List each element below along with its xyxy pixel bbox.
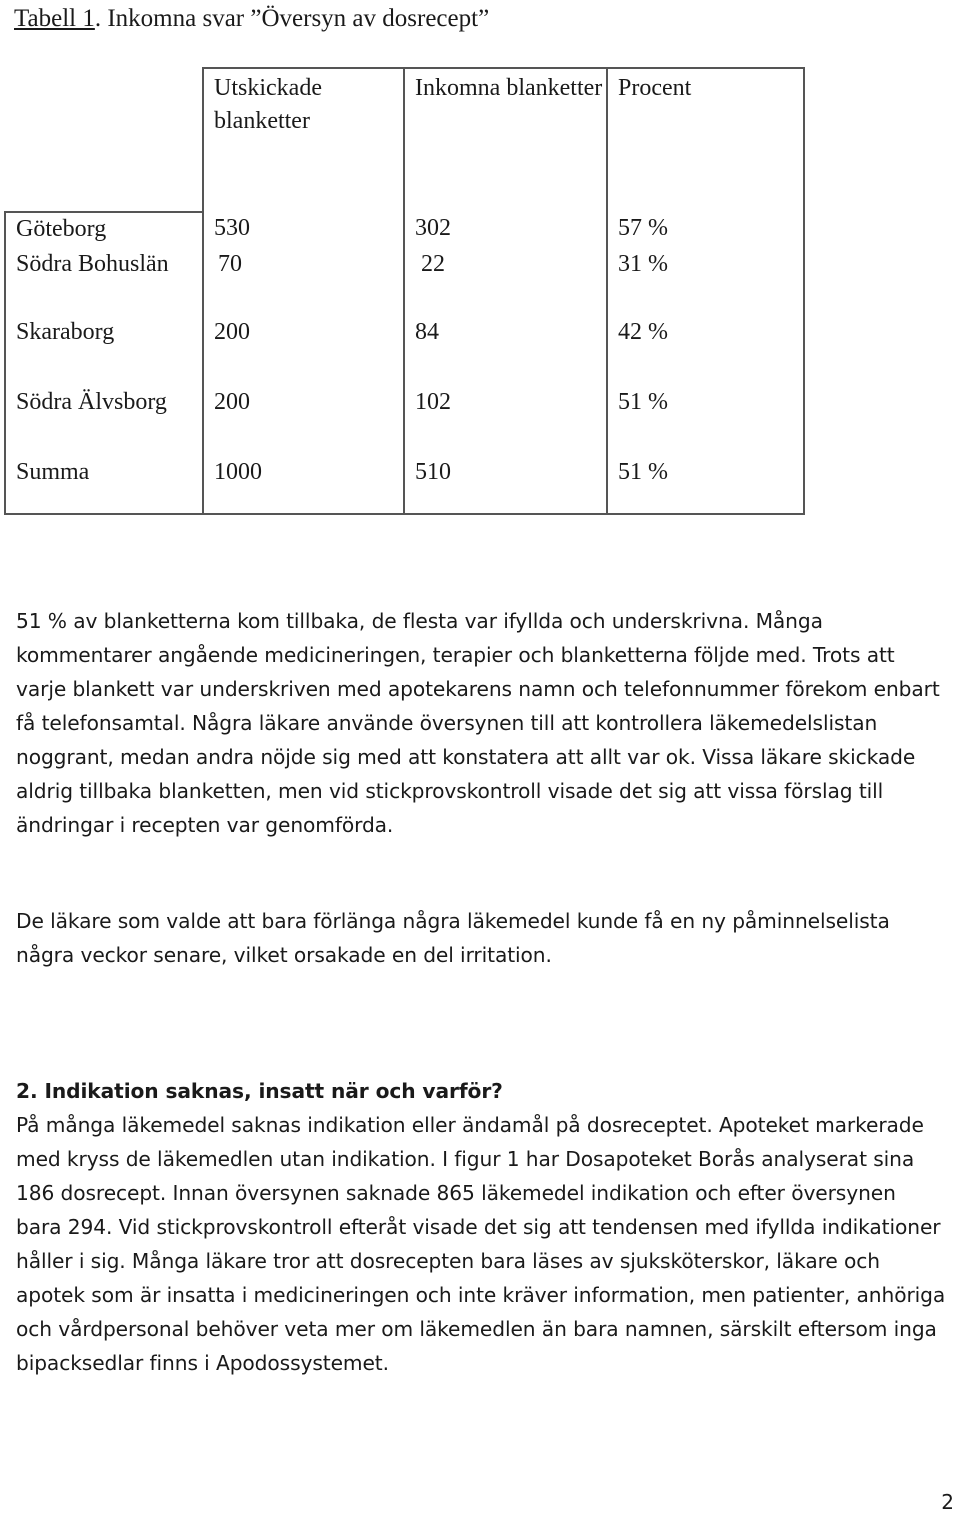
table-header-row <box>5 68 804 212</box>
header-cell-received: Inkomna blanketter <box>404 68 607 212</box>
paragraph-reminder: De läkare som valde att bara förlänga några läkemedel kunde få en ny påminnelselista några veckor senare, vilket orsakade en del irritation. <box>16 909 890 967</box>
cell-region: Summa <box>5 456 203 514</box>
table-caption-text: . Inkomna svar ”Översyn av dosrecept” <box>94 5 490 32</box>
cell-percent: 31 % <box>607 246 804 316</box>
table-caption-label[interactable]: Tabell 1 <box>14 5 95 32</box>
section-heading: 2. Indikation saknas, insatt när och varför? <box>16 1079 503 1103</box>
cell-percent: 57 % <box>607 212 804 246</box>
table-row <box>5 246 804 316</box>
section-body: På många läkemedel saknas indikation eller ändamål på dosreceptet. Apoteket markerade med kryss de läkemedlen utan indikation. I figur 1 har Dosapoteket Borås analyserat sina 186 dosrecept. Innan översynen saknade 865 läkemedel indikation och efter översynen bara 294. Vid stickprovskontroll efteråt visade det sig att tendensen med ifyllda indikationer håller i sig. Många läkare tror att dosrecepten bara läses av sjuksköterskor, läkare och apotek som är insatta i medicineringen och inte kräver information, men patienter, anhöriga och vårdpersonal behöver veta mer om läkemedlen än bara namnen, särskilt eftersom inga bipacksedlar finns i Apodossystemet. <box>16 1113 946 1375</box>
table-row <box>5 386 804 456</box>
table-row <box>5 212 804 246</box>
cell-sent: 530 <box>203 212 404 246</box>
cell-received: 302 <box>404 212 607 246</box>
cell-region: Göteborg <box>5 212 203 246</box>
cell-sent: 1000 <box>203 456 404 514</box>
paragraph-results: 51 % av blanketterna kom tillbaka, de flesta var ifyllda och underskrivna. Många kommentarer angående medicineringen, terapier och blanketterna följde med. Trots att varje blankett var underskriven med apotekarens namn och telefonnummer förekom enbart få telefonsamtal. Några läkare använde översynen till att kontrollera läkemedelslistan noggrant, medan andra nöjde sig med att konstatera att allt var ok. Vissa läkare skickade aldrig tillbaka blanketten, men vid stickprovskontroll visade det sig att vissa förslag till ändringar i recepten var genomförda. <box>16 609 940 837</box>
header-cell-percent: Procent <box>607 68 804 212</box>
cell-sent: 70 <box>203 246 404 316</box>
table-row <box>5 456 804 514</box>
header-cell-sent: Utskickade blanketter <box>203 68 404 212</box>
cell-received: 510 <box>404 456 607 514</box>
cell-sent: 200 <box>203 386 404 456</box>
cell-received: 22 <box>404 246 607 316</box>
page-number: 2 <box>941 1490 954 1514</box>
cell-received: 84 <box>404 316 607 386</box>
cell-percent: 51 % <box>607 456 804 514</box>
cell-region: Södra Bohuslän <box>5 246 203 316</box>
cell-percent: 51 % <box>607 386 804 456</box>
cell-sent: 200 <box>203 316 404 386</box>
table-caption <box>14 2 489 36</box>
cell-received: 102 <box>404 386 607 456</box>
cell-region: Södra Älvsborg <box>5 386 203 456</box>
cell-percent: 42 % <box>607 316 804 386</box>
response-table <box>4 67 805 515</box>
header-cell-region <box>5 68 203 212</box>
table-row <box>5 316 804 386</box>
cell-region: Skaraborg <box>5 316 203 386</box>
